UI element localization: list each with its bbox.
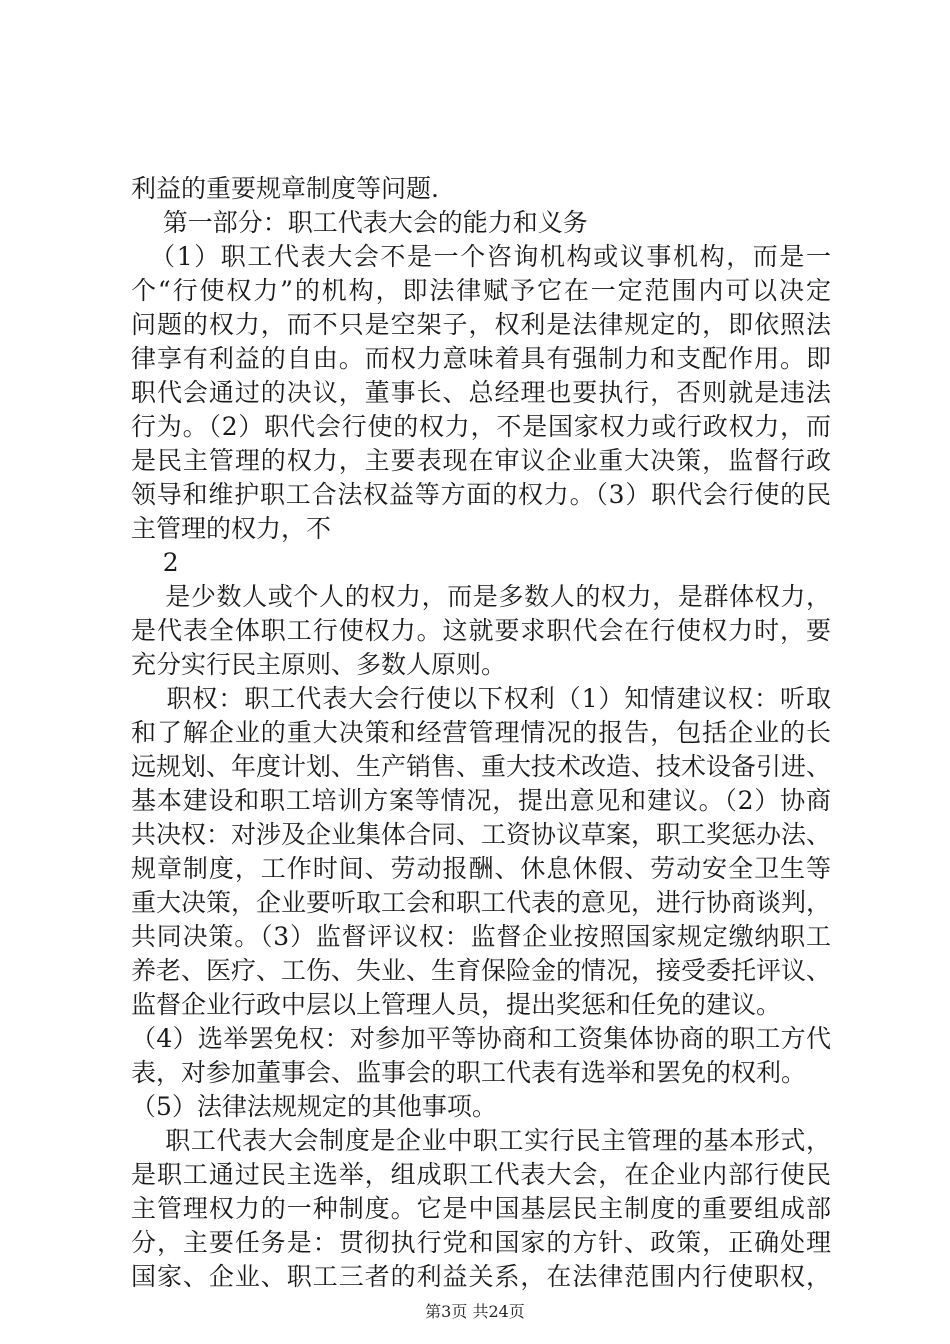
text-line: 规章制度，工作时间、劳动报酬、休息休假、劳动安全卫生等 — [131, 854, 831, 883]
text-line: 共同决策。（3）监督评议权：监督企业按照国家规定缴纳职工 — [131, 922, 831, 951]
text-line: 充分实行民主原则、多数人原则。 — [131, 650, 507, 679]
text-line: 分，主要任务是：贯彻执行党和国家的方针、政策，正确处理 — [131, 1228, 831, 1257]
text-line: 主管理权力的一种制度。它是中国基层民主制度的重要组成部 — [131, 1194, 831, 1223]
text-line: （5）法律法规规定的其他事项。 — [131, 1092, 497, 1121]
text-line: 是职工通过民主选举，组成职工代表大会，在企业内部行使民 — [131, 1160, 831, 1189]
text-line: 监督企业行政中层以上管理人员，提出奖惩和任免的建议。 — [131, 990, 782, 1019]
text-line: 远规划、年度计划、生产销售、重大技术改造、技术设备引进、 — [131, 752, 832, 781]
text-line: 是民主管理的权力，主要表现在审议企业重大决策，监督行政 — [131, 446, 831, 475]
text-line: 和了解企业的重大决策和经营管理情况的报告，包括企业的长 — [131, 718, 831, 747]
text-line: 是少数人或个人的权力，而是多数人的权力，是群体权力， — [131, 582, 831, 611]
section-heading: 第一部分：职工代表大会的能力和义务 — [131, 208, 588, 237]
text-line: （4）选举罢免权：对参加平等协商和工资集体协商的职工方代 — [131, 1024, 831, 1053]
text-line: 问题的权力，而不只是空架子，权利是法律规定的，即依照法 — [131, 310, 831, 339]
page-footer: 第3页 共24页 — [425, 1302, 525, 1321]
text-line: 主管理的权力，不 — [131, 514, 332, 543]
text-line: 领导和维护职工合法权益等方面的权力。（3）职代会行使的民 — [131, 480, 831, 509]
text-line: 养老、医疗、工伤、失业、生育保险金的情况，接受委托评议、 — [131, 956, 832, 985]
text-line: 重大决策，企业要听取工会和职工代表的意见，进行协商谈判， — [131, 888, 832, 917]
text-line: （1）职工代表大会不是一个咨询机构或议事机构，而是一 — [131, 242, 831, 271]
text-line: 个“行使权力”的机构，即法律赋予它在一定范围内可以决定 — [131, 276, 831, 305]
text-line: 基本建设和职工培训方案等情况，提出意见和建议。（2）协商 — [131, 786, 831, 815]
page-number-marker: 2 — [131, 548, 179, 577]
text-line: 利益的重要规章制度等问题. — [131, 174, 439, 203]
text-line: 职代会通过的决议，董事长、总经理也要执行，否则就是违法 — [131, 378, 831, 407]
text-line: 律享有利益的自由。而权力意味着具有强制力和支配作用。即 — [131, 344, 831, 373]
text-line: 职权：职工代表大会行使以下权利（1）知情建议权：听取 — [131, 684, 831, 713]
text-line: 国家、企业、职工三者的利益关系，在法律范围内行使职权， — [131, 1262, 831, 1291]
text-line: 职工代表大会制度是企业中职工实行民主管理的基本形式， — [131, 1126, 831, 1155]
text-line: 共决权：对涉及企业集体合同、工资协议草案，职工奖惩办法、 — [131, 820, 832, 849]
text-line: 表，对参加董事会、监事会的职工代表有选举和罢免的权利。 — [131, 1058, 807, 1087]
text-line: 是代表全体职工行使权力。这就要求职代会在行使权力时，要 — [131, 616, 831, 645]
text-line: 行为。（2）职代会行使的权力，不是国家权力或行政权力，而 — [131, 412, 831, 441]
